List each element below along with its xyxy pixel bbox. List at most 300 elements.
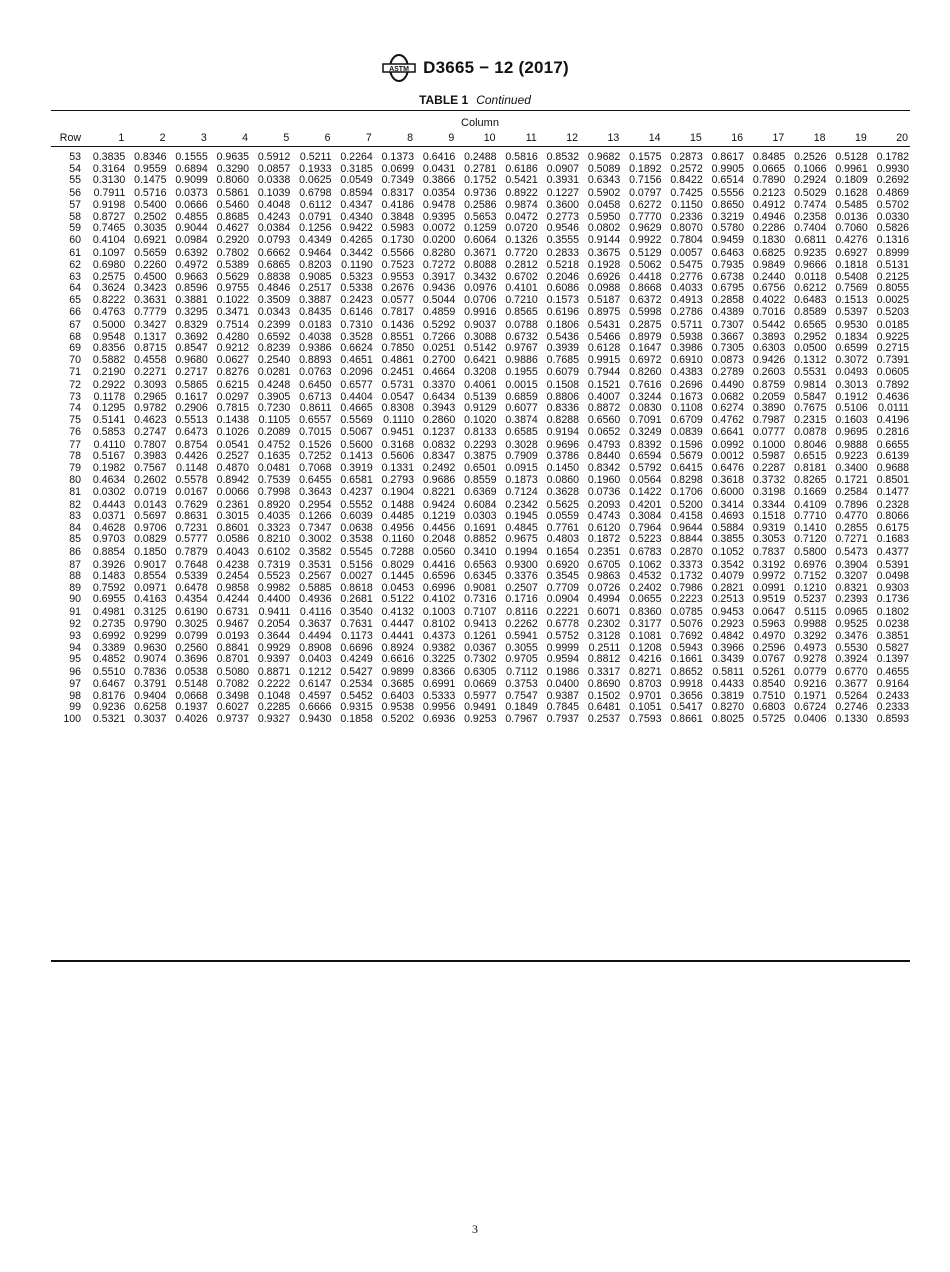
table-cell: 0.1508 [546,378,579,391]
table-cell: 0.5475 [670,259,703,272]
table-cell: 0.1960 [587,473,621,486]
table-cell: 0.4664 [422,366,456,379]
table-cell: 0.1730 [381,234,414,247]
table-row [51,355,910,367]
table-cell: 0.8754 [175,438,208,451]
table-cell: 0.0297 [216,390,249,403]
table-cell: 0.1445 [381,570,414,583]
table-cell: 0.6702 [505,270,538,283]
table-cell: 0.1148 [176,461,208,474]
table-cell: 0.0991 [752,581,786,594]
table-cell: 0.7082 [216,678,249,691]
table-top-rule [51,110,910,111]
table-cell: 0.9212 [216,342,249,355]
row-number: 62 [69,259,81,272]
table-cell: 0.9874 [505,199,538,212]
table-cell: 0.9663 [175,270,208,283]
table-row [51,247,910,261]
table-cell: 0.7124 [505,486,538,499]
table-cell: 0.5436 [546,330,579,343]
table-cell: 0.3344 [752,498,786,511]
table-cell: 0.6731 [216,605,249,618]
table-cell: 0.7964 [629,521,662,534]
row-number: 68 [69,330,81,343]
table-cell: 0.1818 [835,259,868,272]
table-cell: 0.9424 [422,498,456,511]
table-cell: 0.4035 [257,510,291,523]
table-cell: 0.4038 [299,330,332,343]
table-cell: 0.4793 [587,438,621,451]
table-cell: 0.0281 [257,366,291,379]
table-cell: 0.8501 [876,473,909,486]
page-number: 3 [472,1222,478,1236]
row-number: 69 [69,342,81,355]
table-cell: 0.6624 [340,342,373,355]
table-cell: 0.3881 [175,293,208,306]
table-cell: 0.1150 [671,199,703,212]
table-head [51,130,910,146]
table-cell: 0.3442 [340,246,373,259]
table-cell: 0.4377 [876,545,909,558]
table-cell: 0.7230 [257,402,291,415]
table-cell: 0.8547 [175,342,208,355]
table-cell: 0.3295 [175,306,208,319]
table-cell: 0.4116 [299,605,332,618]
table-cell: 0.1312 [794,353,827,366]
table-cell: 0.0560 [422,545,456,558]
table-cell: 0.9706 [134,521,167,534]
table-cell: 0.2285 [257,701,291,714]
table-cell: 0.3028 [505,438,538,451]
table-cell: 0.9436 [422,282,456,295]
table-cell: 0.9988 [794,618,827,631]
table-cell: 0.1212 [299,665,332,678]
table-cell: 0.6086 [546,282,579,295]
table-cell: 0.4109 [794,498,827,511]
table-cell: 0.2513 [711,593,744,606]
table-cell: 0.6478 [175,581,208,594]
table-cell: 0.0797 [629,186,662,199]
table-row [51,594,910,606]
table-cell: 0.9216 [794,678,827,691]
table-cell: 0.6996 [422,581,456,594]
table-cell: 0.9085 [299,270,332,283]
table-cell: 0.2922 [92,378,126,391]
table-cell: 0.6756 [752,282,786,295]
table-cell: 0.0400 [546,678,579,691]
table-cell: 0.3088 [464,330,497,343]
table-cell: 0.4494 [299,630,332,642]
table-cell: 0.4743 [587,510,621,523]
row-number: 82 [69,498,81,511]
table-cell: 0.0829 [134,533,167,546]
table-cell: 0.7060 [835,222,868,235]
table-cell: 0.4265 [340,234,373,247]
table-cell: 0.4973 [794,641,827,654]
table-cell: 0.6000 [711,486,744,499]
table-cell: 0.2433 [876,689,909,702]
table-cell: 0.4994 [587,593,621,606]
row-number: 58 [69,210,81,223]
table-cell: 0.3848 [381,210,414,223]
table-cell: 0.2123 [752,186,786,199]
table-cell: 0.6258 [134,701,167,714]
table-cell: 0.0788 [505,319,538,332]
table-row [51,260,910,272]
table-cell: 0.6467 [92,678,126,691]
table-cell: 0.1450 [546,461,579,474]
table-cell: 0.2287 [752,461,786,474]
column-header: 8 [407,132,413,144]
table-cell: 0.6215 [216,378,249,391]
table-cell: 0.2358 [794,210,827,223]
table-cell: 0.0136 [835,210,868,223]
table-cell: 0.8975 [587,306,621,319]
table-cell: 0.3225 [422,653,456,666]
table-cell: 0.6980 [92,259,126,272]
table-cell: 0.4861 [381,353,414,366]
table-cell: 0.5141 [92,413,126,426]
table-cell: 0.9467 [216,618,249,631]
table-cell: 0.2875 [629,319,662,332]
table-cell: 0.9194 [546,426,579,439]
table-cell: 0.7802 [216,246,249,259]
table-cell: 0.1736 [876,593,909,606]
table-cell: 0.1971 [794,689,827,702]
column-header: 1 [118,132,125,144]
table-cell: 0.7807 [134,438,167,451]
table-cell: 0.6190 [175,605,208,618]
table-cell: 0.0493 [835,366,868,379]
table-cell: 0.0367 [464,641,497,654]
table-cell: 0.2747 [134,426,167,439]
table-cell: 0.2223 [670,593,703,606]
table-cell: 0.6921 [134,234,167,247]
table-cell: 0.3376 [505,570,538,583]
table-cell: 0.4936 [299,593,332,606]
table-cell: 0.2454 [216,570,249,583]
table-cell: 0.8025 [711,713,744,726]
table-cell: 0.9929 [257,641,291,654]
table-cell: 0.0976 [464,282,497,295]
table-cell: 0.5578 [175,473,208,486]
table-cell: 0.4404 [340,390,373,403]
table-cell: 0.1937 [175,701,208,714]
table-cell: 0.2059 [752,390,786,403]
table-cell: 0.1892 [629,162,662,175]
table-cell: 0.2190 [92,366,126,379]
table-cell: 0.6795 [711,282,744,295]
table-cell: 0.2965 [134,390,167,403]
table-cell: 0.3373 [670,558,703,571]
table-cell: 0.8046 [794,438,827,451]
table-cell: 0.2715 [876,342,909,355]
table-cell: 0.4651 [340,353,373,366]
column-header: 14 [648,132,661,144]
table-cell: 0.3917 [422,270,456,283]
table-row [51,654,910,666]
table-row [51,175,910,187]
table-cell: 0.3531 [299,558,332,571]
table-cell: 0.5408 [835,270,868,283]
table-cell: 0.1555 [175,151,208,163]
table-cell: 0.8288 [546,413,579,426]
table-cell: 0.4433 [711,678,744,691]
table-cell: 0.4956 [381,521,414,534]
table-cell: 0.8116 [506,605,538,618]
table-cell: 0.7761 [546,521,579,534]
table-cell: 0.8176 [92,689,126,702]
table-cell: 0.3185 [340,162,373,175]
table-cell: 0.7937 [546,713,579,726]
table-cell: 0.1266 [299,510,332,523]
table-cell: 0.6926 [587,270,621,283]
table-cell: 0.5391 [876,558,909,571]
table-cell: 0.9530 [835,319,868,332]
table-cell: 0.0498 [876,570,909,583]
table-cell: 0.4627 [216,222,249,235]
table-cell: 0.7770 [629,210,662,223]
table-cell: 0.7316 [464,593,497,606]
table-cell: 0.1575 [629,151,662,163]
table-cell: 0.5629 [216,270,249,283]
table-cell: 0.3819 [711,689,744,702]
table-cell: 0.6303 [752,342,786,355]
table-cell: 0.2488 [464,151,497,163]
table-cell: 0.2789 [711,366,744,379]
table-cell: 0.0343 [257,306,291,319]
table-cell: 0.0027 [340,570,373,583]
table-cell: 0.5513 [175,413,208,426]
table-cell: 0.5400 [134,199,167,212]
table-cell: 0.5218 [546,259,579,272]
table-cell: 0.0647 [752,605,786,618]
table-cell: 0.2526 [794,151,827,163]
table-body [51,146,910,726]
table-cell: 0.9044 [175,222,208,235]
table-cell: 0.0302 [92,486,126,499]
table-cell: 0.0665 [752,162,786,175]
table-cell: 0.5062 [629,259,662,272]
table-row [51,403,910,415]
table-cell: 0.1834 [835,330,868,343]
table-cell: 0.1097 [92,246,126,259]
table-cell: 0.2402 [629,581,662,594]
table-cell: 0.1173 [341,630,373,642]
table-cell: 0.0559 [546,510,579,523]
table-cell: 0.3983 [134,450,167,463]
table-cell: 0.7998 [257,486,291,499]
table-cell: 0.5731 [381,378,414,391]
table-cell: 0.6955 [92,593,126,606]
table-cell: 0.5752 [546,630,579,642]
table-row [51,571,910,583]
table-cell: 0.0371 [92,510,126,523]
table-cell: 0.1436 [381,319,414,332]
table-cell: 0.9235 [794,246,827,259]
table-cell: 0.8942 [216,473,249,486]
table-cell: 0.5397 [835,306,868,319]
row-number: 65 [69,293,81,306]
table-cell: 0.6196 [546,306,579,319]
table-cell: 0.8070 [670,222,703,235]
table-cell: 0.8540 [752,678,786,691]
table-cell: 0.3656 [670,689,703,702]
table-cell: 0.2527 [216,450,249,463]
table-cell: 0.0726 [587,581,621,594]
table-cell: 0.3055 [505,641,538,654]
table-cell: 0.8440 [587,450,621,463]
table-cell: 0.2812 [505,259,538,272]
table-cell: 0.2696 [670,378,703,391]
table-cell: 0.0200 [422,234,456,247]
table-cell: 0.0025 [876,293,909,306]
table-cell: 0.1022 [216,293,249,306]
table-cell: 0.1994 [505,545,538,558]
table-cell: 0.2399 [257,319,291,332]
table-cell: 0.1502 [587,689,621,702]
table-cell: 0.2361 [216,498,249,511]
table-cell: 0.7837 [752,545,786,558]
table-cell: 0.6594 [629,450,662,463]
table-cell: 0.2221 [546,605,579,618]
table-cell: 0.4763 [92,306,126,319]
table-cell: 0.7692 [670,630,703,642]
table-cell: 0.7709 [546,581,579,594]
table-cell: 0.7391 [876,353,909,366]
table-cell: 0.9413 [464,618,497,631]
table-cell: 0.5606 [381,450,414,463]
table-cell: 0.6592 [257,330,291,343]
table-cell: 0.8298 [670,473,703,486]
table-cell: 0.3875 [464,450,497,463]
table-cell: 0.6783 [629,545,662,558]
table-cell: 0.0904 [546,593,579,606]
table-cell: 0.9915 [587,353,621,366]
table-cell: 0.3025 [175,618,208,631]
table-cell: 0.9696 [546,438,579,451]
table-cell: 0.0830 [629,402,662,415]
table-cell: 0.6865 [257,259,291,272]
table-cell: 0.1105 [258,413,291,426]
table-cell: 0.9863 [587,570,621,583]
table-cell: 0.1422 [629,486,662,499]
table-cell: 0.2502 [134,210,167,223]
table-cell: 0.8703 [629,678,662,691]
table-cell: 0.3926 [92,558,126,571]
table-cell: 0.1706 [670,486,703,499]
table-cell: 0.5711 [671,319,703,332]
table-cell: 0.3887 [299,293,332,306]
table-cell: 0.7523 [381,259,414,272]
table-cell: 0.0763 [299,366,332,379]
table-cell: 0.5943 [670,641,703,654]
table-cell: 0.6345 [464,570,497,583]
svg-text:ASTM: ASTM [389,65,410,73]
table-cell: 0.6084 [464,498,497,511]
table-cell: 0.9782 [134,402,167,415]
table-cell: 0.5826 [876,222,909,235]
table-cell: 0.4913 [670,293,703,306]
row-header: Row [59,132,81,144]
table-cell: 0.1526 [299,438,332,451]
table-cell: 0.5531 [794,366,827,379]
table-cell: 0.5167 [92,450,126,463]
table-cell: 0.7305 [711,342,744,355]
table-cell: 0.0965 [835,605,868,618]
table-cell: 0.5044 [422,293,456,306]
table-cell: 0.0839 [670,426,703,439]
table-cell: 0.9961 [835,162,868,175]
table-cell: 0.0238 [876,618,909,631]
table-cell: 0.2440 [752,270,786,283]
table-cell: 0.6421 [464,353,497,366]
table-cell: 0.6392 [175,246,208,259]
table-cell: 0.8239 [257,342,291,355]
table-cell: 0.8554 [134,570,167,583]
table-cell: 0.2924 [794,174,827,187]
table-cell: 0.6403 [381,689,414,702]
row-number: 83 [69,510,81,523]
table-cell: 0.5777 [175,533,208,546]
table-cell: 0.7675 [794,402,827,415]
table-cell: 0.0303 [464,510,497,523]
table-cell: 0.8871 [257,665,291,678]
table-cell: 0.7266 [422,330,456,343]
table-cell: 0.4946 [752,210,786,223]
table-cell: 0.9736 [464,186,497,199]
table-cell: 0.6415 [670,461,703,474]
row-number: 98 [69,689,81,702]
table-cell: 0.5987 [752,450,786,463]
table-cell: 0.3540 [340,605,373,618]
row-number: 67 [69,319,81,332]
table-cell: 0.3890 [752,402,786,415]
table-cell: 0.5861 [216,186,249,199]
table-cell: 0.5556 [711,186,744,199]
table-cell: 0.0481 [257,461,291,474]
table-cell: 0.2596 [752,641,786,654]
table-cell: 0.2773 [546,210,579,223]
table-cell: 0.5067 [340,426,373,439]
table-cell: 0.1051 [629,701,662,714]
table-cell: 0.5884 [711,521,744,534]
table-cell: 0.8356 [92,342,126,355]
table-cell: 0.6599 [835,342,868,355]
table-cell: 0.3432 [464,270,497,283]
table-cell: 0.8565 [505,306,538,319]
table-cell: 0.4026 [175,713,208,726]
table-cell: 0.7710 [794,510,827,523]
table-cell: 0.6859 [505,390,538,403]
table-cell: 0.0111 [878,402,909,415]
table-cell: 0.0878 [794,426,827,439]
table-cell: 0.2262 [505,618,538,631]
table-cell: 0.6732 [505,330,538,343]
table-cell: 0.3986 [670,342,703,355]
table-cell: 0.2393 [835,593,868,606]
table-cell: 0.1062 [629,558,662,571]
table-cell: 0.9972 [752,570,786,583]
table-cell: 0.3290 [216,162,249,175]
table-cell: 0.1669 [794,486,827,499]
table-cell: 0.4416 [422,558,456,571]
table-cell: 0.0785 [670,605,703,618]
table-cell: 0.2584 [835,486,868,499]
table-cell: 0.5552 [340,498,373,511]
table-cell: 0.5963 [752,618,786,631]
table-cell: 0.2793 [381,473,414,486]
